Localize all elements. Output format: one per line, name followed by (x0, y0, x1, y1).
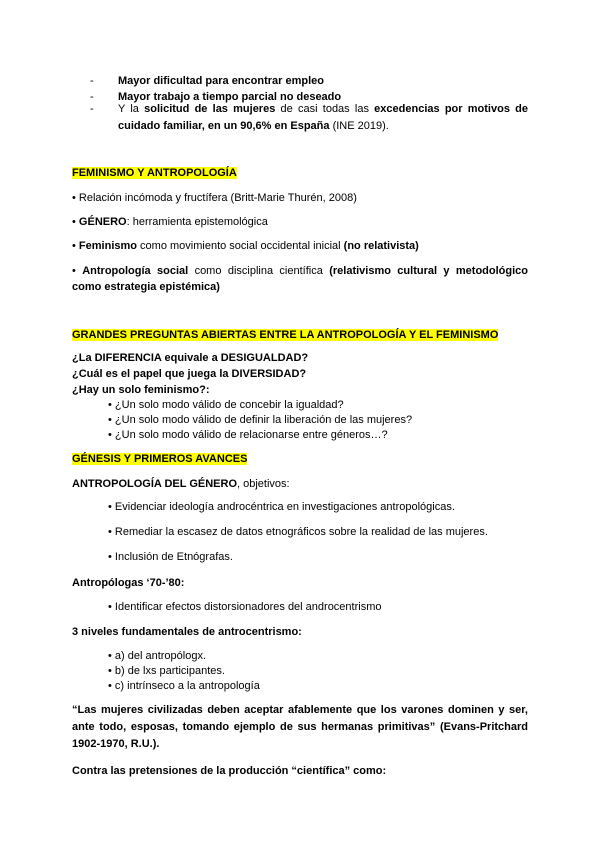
section-heading-feminismo: FEMINISMO Y ANTROPOLOGÍA (72, 167, 237, 179)
question-feminismo: ¿Hay un solo feminismo?: (72, 384, 210, 396)
list-item: • ¿Un solo modo válido de concebir la igualdad? (108, 399, 344, 411)
list-item: • ¿Un solo modo válido de relacionarse entre géneros…? (108, 429, 388, 441)
bullet-feminismo: • Feminismo como movimiento social occidental inicial (no relativista) (72, 240, 419, 252)
list-item: • b) de lxs participantes. (108, 665, 225, 677)
antropologia-genero-line: ANTROPOLOGÍA DEL GÉNERO, objetivos: (72, 478, 290, 490)
quote-evans-pritchard: “Las mujeres civilizadas deben aceptar afablemente que los varones dominen y ser, ante todo, esposas, tomando ejemplo de sus hermanas primitivas” (Evans-Pritchard 1902-1970, R.U.). (72, 704, 528, 750)
niveles-heading: 3 niveles fundamentales de antrocentrismo: (72, 626, 302, 638)
list-item: • Evidenciar ideología androcéntrica en investigaciones antropológicas. (108, 501, 455, 513)
list-item-text: Mayor trabajo a tiempo parcial no deseado (118, 91, 342, 103)
list-item-text: Mayor dificultad para encontrar empleo (118, 75, 324, 87)
bullet-antropologia-social: • Antropología social como disciplina científica (relativismo cultural y metodológico como estrategia epistémica) (72, 265, 528, 293)
question-diversidad: ¿Cuál es el papel que juega la DIVERSIDAD? (72, 368, 307, 380)
list-item: • Remediar la escasez de datos etnográficos sobre la realidad de las mujeres. (108, 526, 488, 538)
section-heading-preguntas: GRANDES PREGUNTAS ABIERTAS ENTRE LA ANTROPOLOGÍA Y EL FEMINISMO (72, 329, 499, 341)
contra-line: Contra las pretensiones de la producción “científica” como: (72, 765, 387, 777)
list-item: • a) del antropólogx. (108, 650, 207, 662)
dash-marker: - (90, 103, 94, 115)
list-item: • Inclusión de Etnógrafas. (108, 551, 233, 563)
section-heading-genesis: GÉNESIS Y PRIMEROS AVANCES (72, 453, 248, 465)
question-diferencia: ¿La DIFERENCIA equivale a DESIGUALDAD? (72, 352, 309, 364)
list-item: • Identificar efectos distorsionadores del androcentrismo (108, 601, 382, 613)
list-item: • c) intrínseco a la antropología (108, 680, 260, 692)
bullet-genero: • GÉNERO: herramienta epistemológica (72, 216, 268, 228)
list-item: - Y la solicitud de las mujeres de casi todas las excedencias por motivos de cuidado familiar, en un 90,6% en España (INE 2019). (90, 103, 528, 132)
bullet-relacion: • Relación incómoda y fructífera (Britt-Marie Thurén, 2008) (72, 192, 357, 204)
antropologas-heading: Antropólogas ‘70-’80: (72, 577, 185, 589)
dash-marker: - (90, 91, 94, 103)
dash-marker: - (90, 75, 94, 87)
list-item: • ¿Un solo modo válido de definir la liberación de las mujeres? (108, 414, 413, 426)
